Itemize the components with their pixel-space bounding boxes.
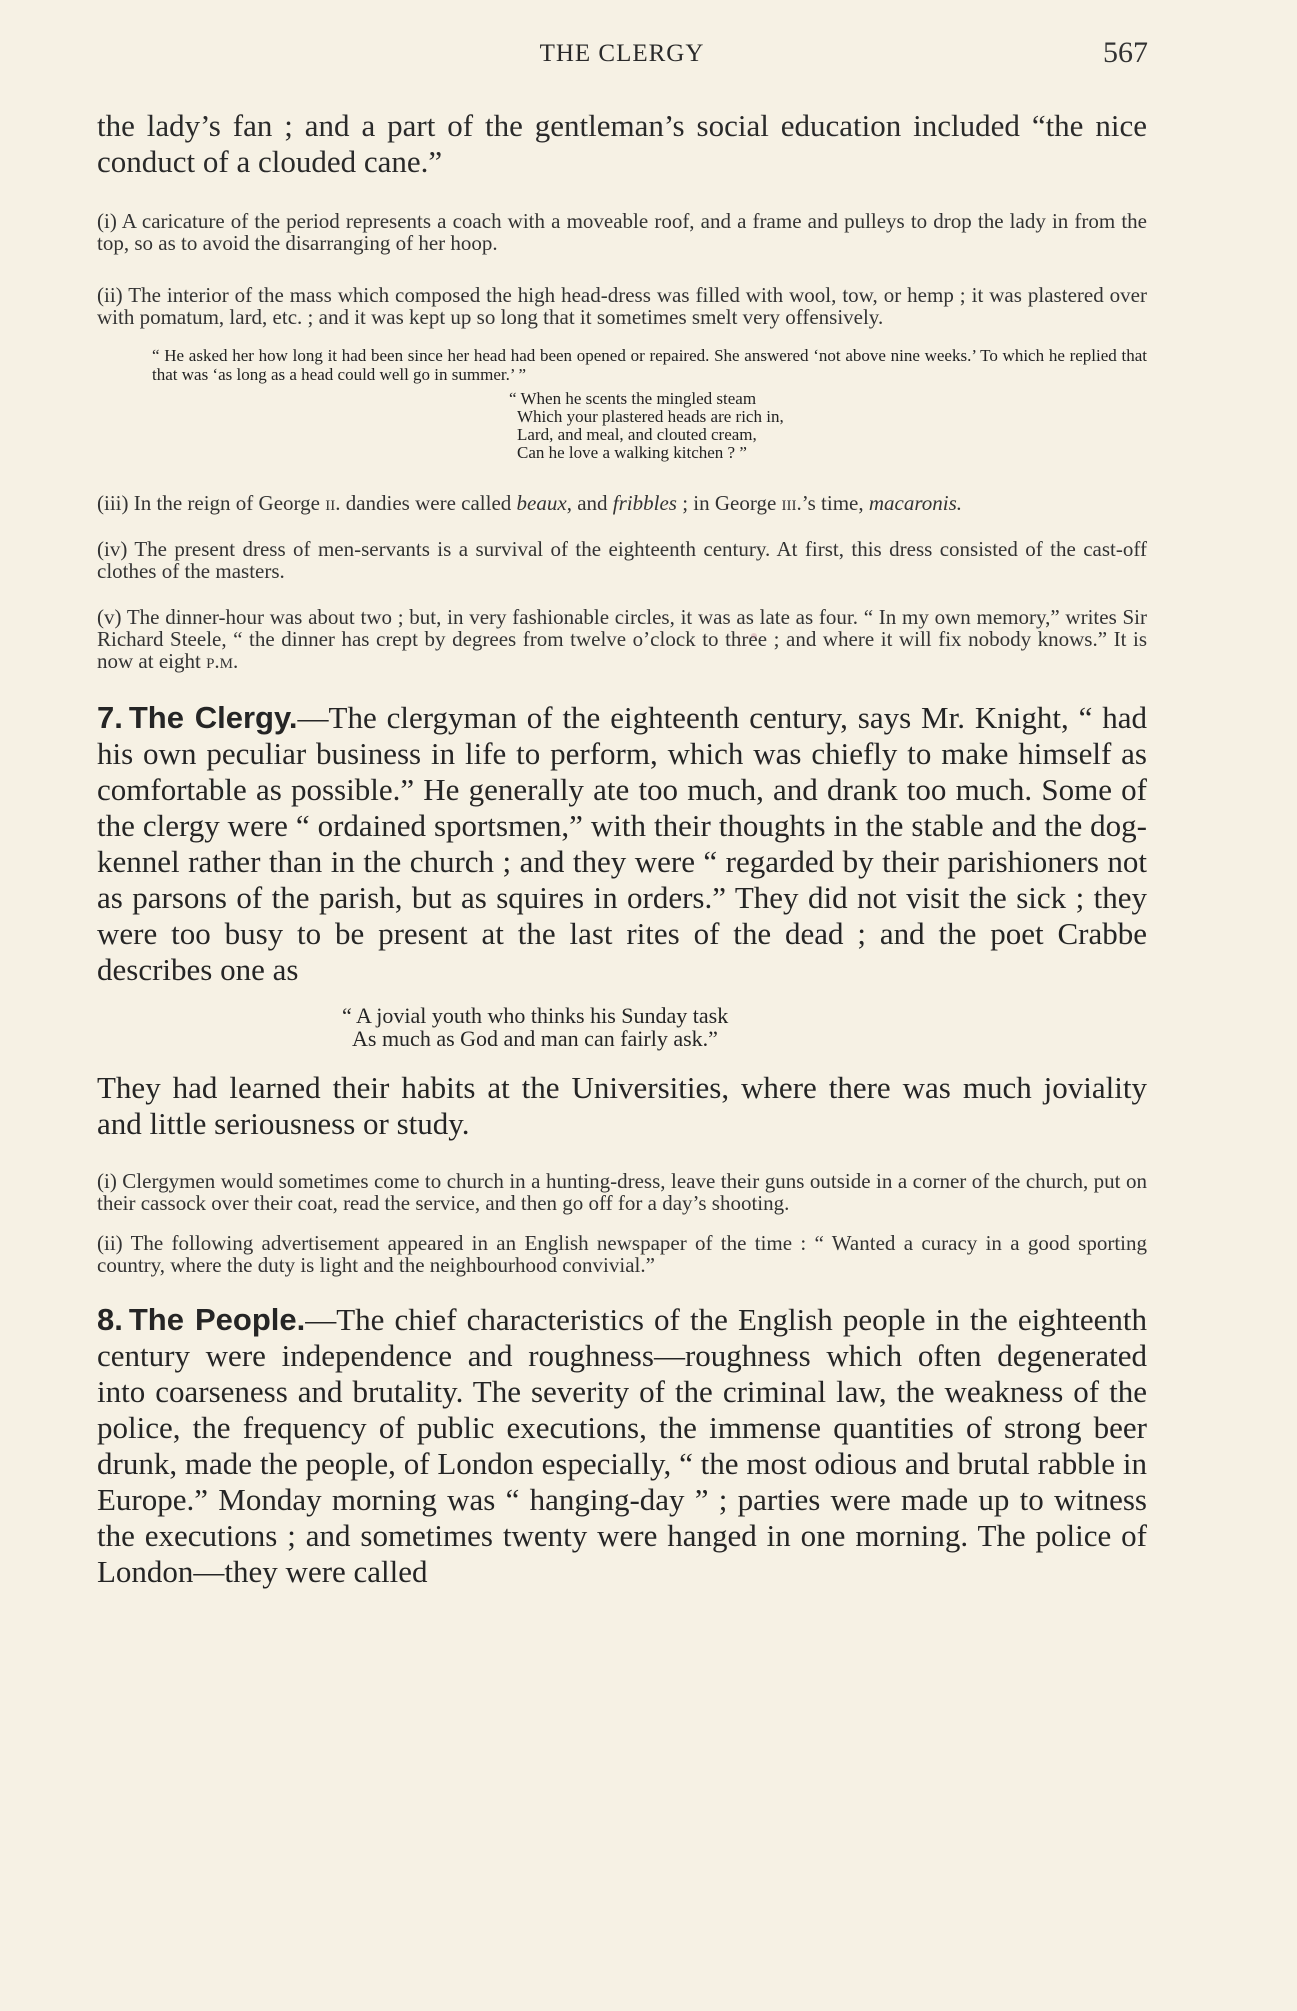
note-v	[97, 606, 1147, 672]
lead-paragraph: the lady’s fan ; and a part of the gentleman’s social education included “the nice conduct of a clouded cane.”	[97, 108, 1147, 179]
crabbe-quote	[342, 1004, 1147, 1050]
section-7	[97, 700, 1147, 988]
page-header	[96, 36, 1148, 76]
section-7-title: The Clergy.	[128, 700, 298, 735]
page-number: 567	[1103, 36, 1148, 69]
note-iii-fribbles: fribbles	[612, 491, 677, 515]
section-7-number: 7.	[97, 700, 123, 735]
note-iii-reign: ii.	[325, 491, 341, 515]
note-iii	[97, 492, 1147, 514]
quote-block: “ He asked her how long it had been since her head had been opened or repaired. She answered ‘not above nine weeks.’ To which he replied that that was ‘as long as a head could well go in summer.’ ”	[152, 346, 1147, 384]
verse-line-2: Which your plastered heads are rich in,	[517, 407, 784, 426]
verse-line-4: Can he love a walking kitchen ? ”	[517, 443, 747, 462]
note-iii-suffix: ; in George	[676, 491, 782, 515]
note-iii-macaronis: macaronis.	[868, 491, 963, 515]
note-ii: (ii) The interior of the mass which composed the high head-dress was filled with wool, tow, or hemp ; it was plastered over with pomatum, lard, etc. ; and it was kept up so long that it sometimes smelt very offensively.	[97, 283, 1147, 329]
note-iii-reign-iii: iii.	[781, 491, 802, 515]
note-iii-prefix: (iii) In the reign of George	[97, 491, 326, 515]
section-7-body: —The clergyman of the eighteenth century, says Mr. Knight, “ had his own peculiar business in life to perform, which was chiefly to make himself as comfortable as possible.” He generally ate too much, and drank too much. Some of the clergy were “ ordained sportsmen,” with their thoughts in the stable and the dog-kennel rather than in the church ; and they were “ regarded by their parishioners not as parsons of the parish, but as squires in orders.” They did not visit the sick ; they were too busy to be present at the last rites of the dead ; and the poet Crabbe describes one as	[97, 700, 1147, 987]
after-crabbe-paragraph: They had learned their habits at the Universities, where there was much joviality and little seriousness or study.	[97, 1070, 1147, 1141]
note-v-time: p.m.	[206, 649, 239, 673]
section-8-body: —The chief characteristics of the English people in the eighteenth century were independence and roughness—roughness which often degenerated into coarseness and brutality. The severity of the criminal law, the weakness of the police, the frequency of public executions, the immense quantities of strong beer drunk, made the people, of London especially, “ the most odious and brutal rabble in Europe.” Monday morning was “ hanging-day ” ; parties were made up to witness the executions ; and sometimes twenty were hanged in one morning. The police of London—they were called	[97, 1302, 1148, 1589]
section-8	[97, 1302, 1147, 1590]
note-iii-and: , and	[566, 491, 613, 515]
verse-line-3: Lard, and meal, and clouted cream,	[517, 425, 757, 444]
note-iii-beaux: beaux	[516, 491, 567, 515]
clergy-note-ii: (ii) The following advertisement appeared in an English newspaper of the time : “ Wanted a curacy in a good sporting country, where the duty is light and the neighbourhood convivial.”	[97, 1231, 1147, 1277]
page-text	[97, 108, 1147, 1590]
running-head: THE CLERGY	[539, 40, 705, 67]
note-iv: (iv) The present dress of men-servants is a survival of the eighteenth century. At first, this dress consisted of the cast-off clothes of the masters.	[97, 537, 1147, 583]
crabbe-line-2: As much as God and man can fairly ask.”	[352, 1026, 718, 1051]
note-iii-end: ’s time,	[801, 491, 869, 515]
section-8-title: The People.	[128, 1302, 306, 1337]
crabbe-line-1: “ A jovial youth who thinks his Sunday task	[342, 1003, 729, 1028]
note-i: (i) A caricature of the period represents a coach with a moveable roof, and a frame and pulleys to drop the lady in from the top, so as to avoid the disarranging of her hoop.	[97, 209, 1147, 255]
verse-block	[509, 390, 1147, 462]
note-iii-middle: dandies were called	[340, 491, 517, 515]
note-v-text: (v) The dinner-hour was about two ; but, in very fashionable circles, it was as late as four. “ In my own memory,” writes Sir Richard Steele, “ the dinner has crept by degrees from twelve o’clock to three ; and where it will fix nobody knows.” It is now at eight	[97, 605, 1147, 673]
verse-line-1: “ When he scents the mingled steam	[509, 389, 757, 408]
section-8-number: 8.	[97, 1302, 123, 1337]
clergy-note-i: (i) Clergymen would sometimes come to church in a hunting-dress, leave their guns outside in a corner of the church, put on their cassock over their coat, read the service, and then go off for a day’s shooting.	[97, 1169, 1147, 1215]
